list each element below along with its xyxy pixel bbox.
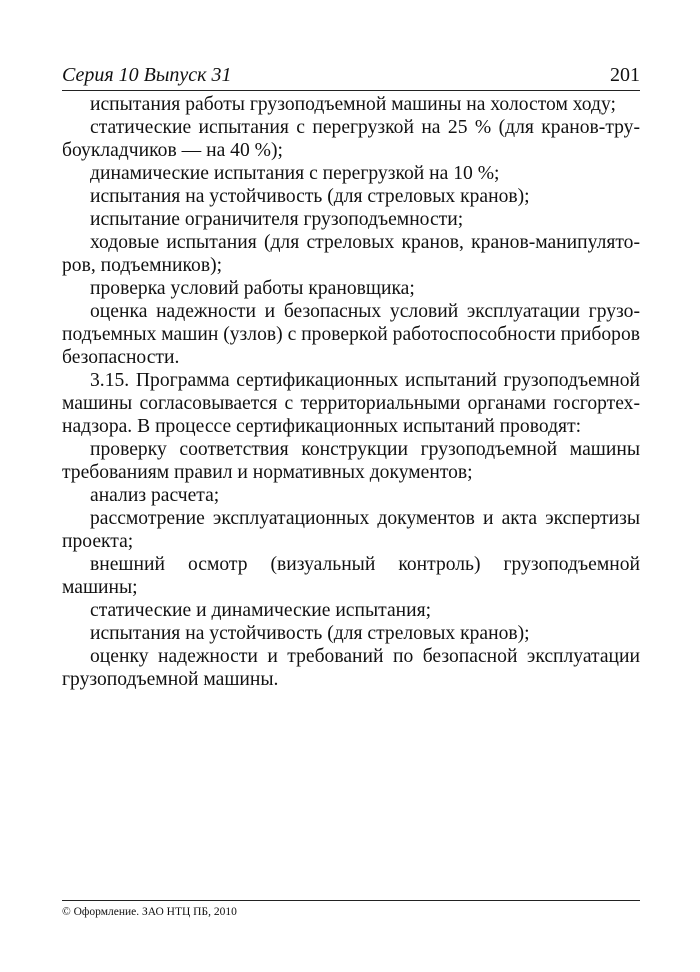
paragraph: 3.15. Программа сертификационных испытаний грузоподъемной машины согласовывается с территориальными органами госгортехнадзора. В процессе сертификационных испытаний проводят: <box>62 370 640 437</box>
paragraph: испытания на устойчивость (для стреловых кранов); <box>90 623 530 644</box>
paragraph: проверка условий работы крановщика; <box>90 278 415 299</box>
header-rule <box>62 90 640 91</box>
paragraph: оценку надежности и требований по безопасной эксплуатации грузоподъемной машины. <box>62 646 640 690</box>
paragraph: статические и динамические испытания; <box>90 600 432 621</box>
paragraph: динамические испытания с перегрузкой на 10 %; <box>90 163 500 184</box>
paragraph: испытание ограничителя грузоподъемности; <box>90 209 464 230</box>
running-title: Серия 10 Выпуск 31 <box>62 64 232 86</box>
page-header <box>62 64 640 88</box>
footer-copyright: © Оформление. ЗАО НТЦ ПБ, 2010 <box>62 906 237 918</box>
footer-rule <box>62 900 640 901</box>
paragraph: испытания работы грузоподъемной машины на холостом ходу; <box>90 94 616 115</box>
paragraph: испытания на устойчивость (для стреловых кранов); <box>90 186 530 207</box>
body-text <box>62 93 640 691</box>
paragraph: ходовые испытания (для стреловых кранов, кранов-манипуляторов, подъемников); <box>62 232 640 276</box>
paragraph: внешний осмотр (визуальный контроль) грузоподъемной машины; <box>62 554 640 598</box>
paragraph: анализ расчета; <box>90 485 220 506</box>
paragraph: оценка надежности и безопасных условий эксплуатации грузоподъемных машин (узлов) с проверкой работоспособности приборов безопасности. <box>62 301 640 368</box>
paragraph: статические испытания с перегрузкой на 25 % (для кранов-трубоукладчиков — на 40 %); <box>62 117 640 161</box>
paragraph: рассмотрение эксплуатационных документов и акта экспертизы проекта; <box>62 508 640 552</box>
page-number: 201 <box>610 64 640 86</box>
paragraph: проверку соответствия конструкции грузоподъемной машины требованиям правил и нормативных документов; <box>62 439 640 483</box>
